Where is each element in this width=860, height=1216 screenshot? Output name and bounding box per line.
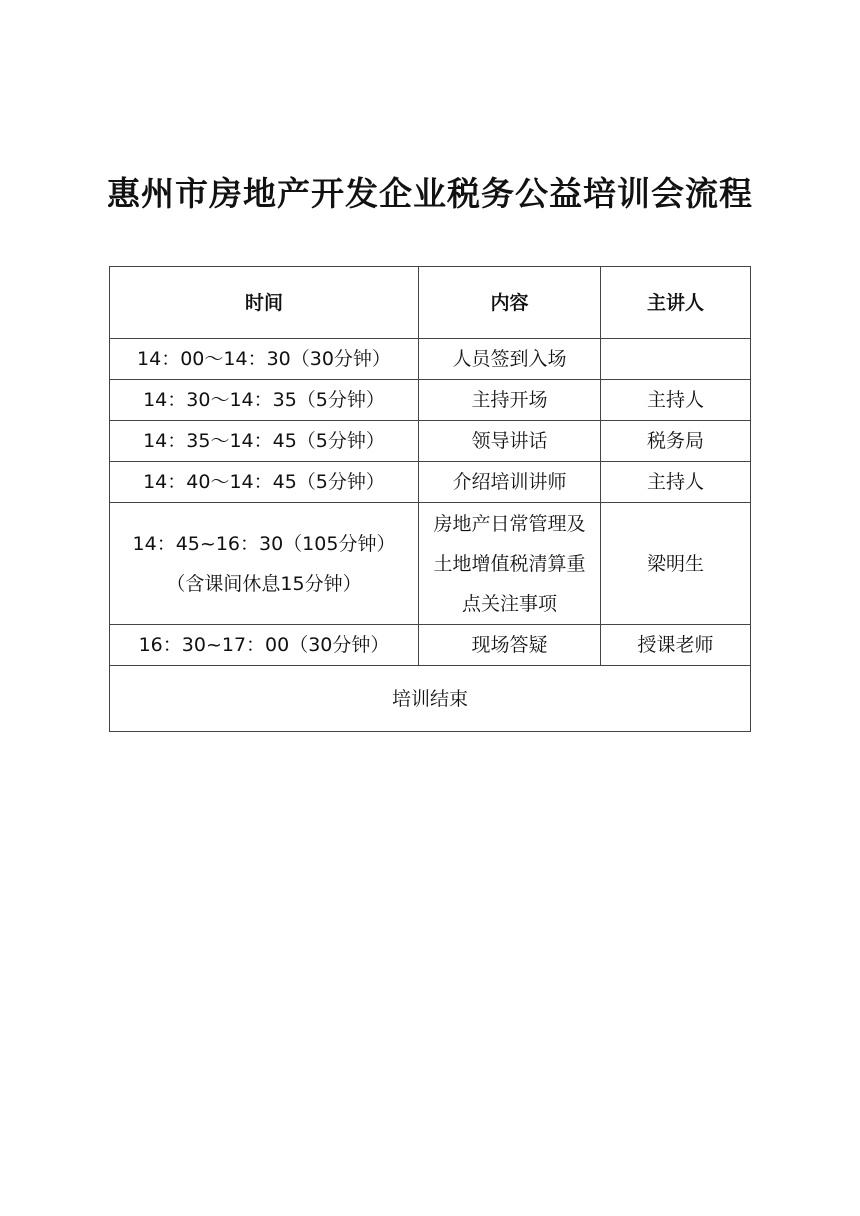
schedule-table: [109, 266, 751, 732]
time-cell: 14：40～14：45（5分钟）: [110, 462, 419, 503]
table-row: [110, 380, 751, 421]
time-line: 14：45~16：30（105分钟）: [132, 532, 396, 555]
time-cell: 14：00～14：30（30分钟）: [110, 339, 419, 380]
table-footer-row: [110, 666, 751, 732]
time-cell: 14：30～14：35（5分钟）: [110, 380, 419, 421]
speaker-cell: 主持人: [601, 380, 751, 421]
content-cell: [419, 503, 601, 625]
content-cell: 介绍培训讲师: [419, 462, 601, 503]
speaker-cell: 主持人: [601, 462, 751, 503]
table-header-row: [110, 267, 751, 339]
header-content: 内容: [419, 267, 601, 339]
content-cell: 人员签到入场: [419, 339, 601, 380]
speaker-cell: [601, 339, 751, 380]
speaker-cell: 税务局: [601, 421, 751, 462]
speaker-cell: 授课老师: [601, 625, 751, 666]
table-row: [110, 462, 751, 503]
time-cell: [110, 503, 419, 625]
time-cell: 14：35～14：45（5分钟）: [110, 421, 419, 462]
content-line: 点关注事项: [461, 592, 557, 615]
time-line: （含课间休息15分钟）: [166, 572, 362, 595]
table-row: [110, 625, 751, 666]
speaker-cell: 梁明生: [601, 503, 751, 625]
content-line: 房地产日常管理及: [433, 512, 586, 535]
header-speaker: 主讲人: [601, 267, 751, 339]
content-cell: 现场答疑: [419, 625, 601, 666]
footer-cell: 培训结束: [110, 666, 751, 732]
content-cell: 主持开场: [419, 380, 601, 421]
table-row: [110, 503, 751, 625]
content-cell: 领导讲话: [419, 421, 601, 462]
header-time: 时间: [110, 267, 419, 339]
content-line: 土地增值税清算重: [433, 552, 586, 575]
table-row: [110, 339, 751, 380]
time-cell: 16：30~17：00（30分钟）: [110, 625, 419, 666]
document-title: 惠州市房地产开发企业税务公益培训会流程: [107, 174, 753, 213]
table-row: [110, 421, 751, 462]
